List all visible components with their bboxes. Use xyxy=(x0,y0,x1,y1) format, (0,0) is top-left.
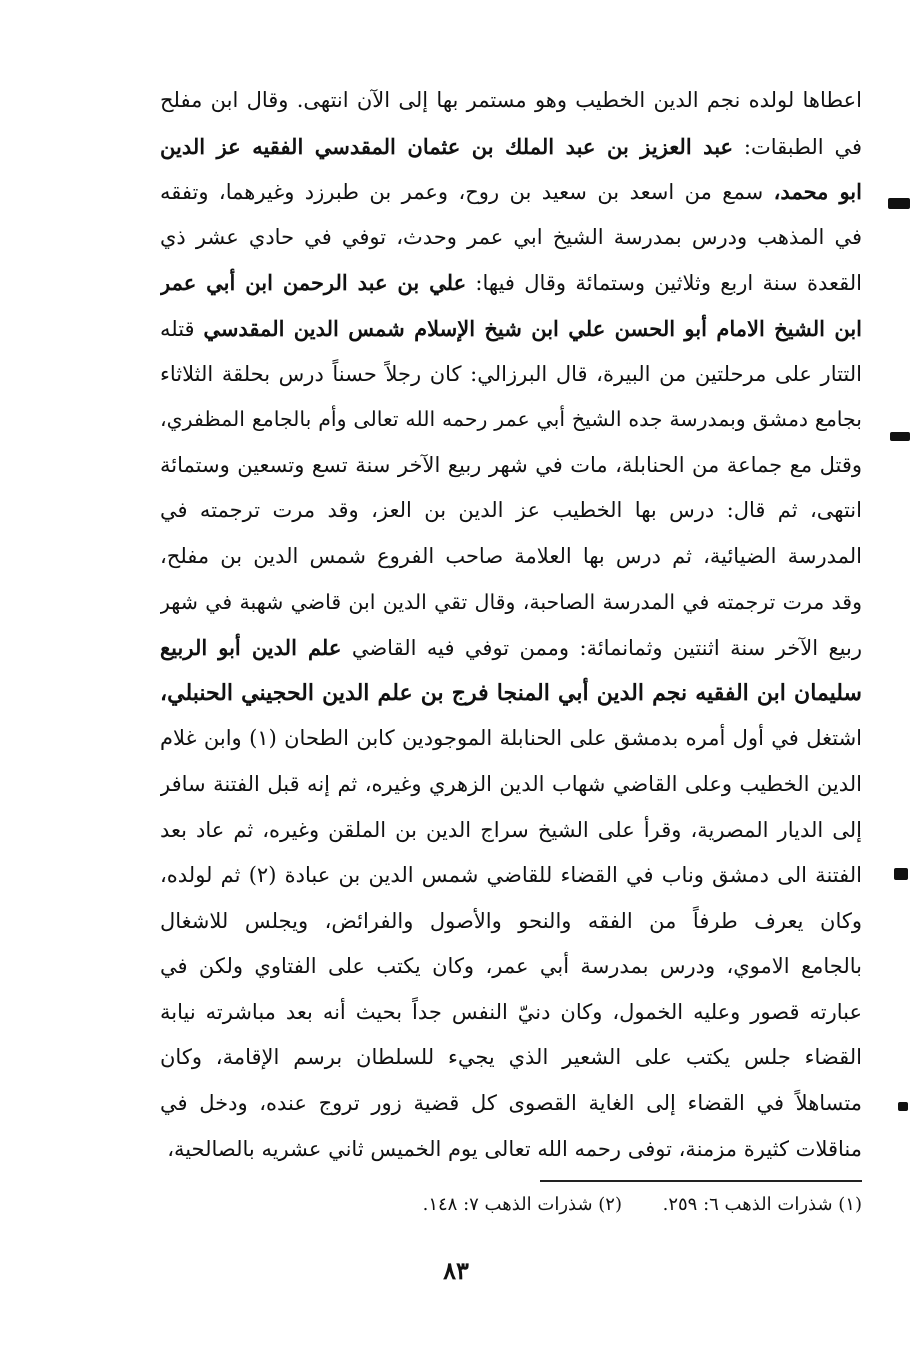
text-line-mixed: القعدة سنة اربع وثلاثين وستمائة وقال فيها: علي بن عبد الرحمن ابن أبي عمر xyxy=(160,270,862,296)
text-line: الفتنة الى دمشق وناب في القضاء للقاضي شمس الدين بن عبادة (٢) ثم لولده، xyxy=(160,863,862,888)
text-line: عبارته قصور وعليه الخمول، وكان دنيّ النفس جداً بحيث أنه بعد مباشرته نيابة xyxy=(160,999,862,1024)
text-line: المدرسة الضيائية، ثم درس بها العلامة صاحب الفروع شمس الدين بن مفلح، xyxy=(160,543,862,568)
text-line: وقد مرت ترجمته في المدرسة الصاحبة، وقال تقي الدين ابن قاضي شهبة في شهر xyxy=(160,589,862,614)
scan-edge-mark xyxy=(894,868,908,880)
text-line: متساهلاً في القضاء إلى الغاية القصوى كل قضية زور تروج عنده، ودخل في xyxy=(160,1091,862,1116)
page-number: ٨٣ xyxy=(443,1256,469,1285)
text-line: اعطاها لولده نجم الدين الخطيب وهو مستمر بها إلى الآن انتهى. وقال ابن مفلح xyxy=(160,88,862,112)
bold-name: عبد العزيز بن عبد الملك بن عثمان المقدسي الفقيه عز الدين xyxy=(160,133,734,159)
text-line-mixed: ابو محمد، سمع من اسعد بن سعيد بن روح، وعمر بن طبرزد وغيرهما، وتفقه xyxy=(160,179,862,205)
text-line: إلى الديار المصرية، وقرأ على الشيخ سراج الدين بن الملقن وغيره، ثم عاد بعد xyxy=(160,817,862,842)
scan-edge-mark xyxy=(890,432,910,441)
main-text xyxy=(160,78,862,1172)
text-line-mixed: ربيع الآخر سنة اثنتين وثمانمائة: وممن توفي فيه القاضي علم الدين أبو الربيع xyxy=(160,635,862,661)
text-line: بجامع دمشق وبمدرسة جده الشيخ أبي عمر رحمه الله تعالى وأم بالجامع المظفري، xyxy=(160,407,862,432)
bold-name: علي بن عبد الرحمن ابن أبي عمر xyxy=(160,270,467,296)
footnote-separator xyxy=(540,1180,862,1182)
text-line: التتار على مرحلتين من البيرة، قال البرزالي: كان رجلاً حسناً درس بحلقة الثلاثاء xyxy=(160,361,862,386)
text-line: القضاء جلس يكتب على الشعير الذي يجيء للسلطان برسم الإقامة، وكان xyxy=(160,1045,862,1070)
scan-edge-mark xyxy=(898,1102,908,1111)
footnote-1: (١) شذرات الذهب ٦: ٢٥٩. xyxy=(662,1194,862,1215)
footnote-2: (٢) شذرات الذهب ٧: ١٤٨. xyxy=(422,1194,622,1215)
text-line: بالجامع الاموي، ودرس بمدرسة أبي عمر، وكان يكتب على الفتاوي ولكن في xyxy=(160,954,862,979)
text-line: الدين الخطيب وعلى القاضي شهاب الدين الزهري وغيره، ثم إنه قبل الفتنة سافر xyxy=(160,771,862,796)
scan-edge-mark xyxy=(888,198,910,209)
bold-name: ابو محمد، xyxy=(773,179,862,205)
text-line: وقتل مع جماعة من الحنابلة، مات في شهر ربيع الآخر سنة تسع وتسعين وستمائة xyxy=(160,452,862,477)
bold-name: ابن الشيخ الامام أبو الحسن علي ابن شيخ الإسلام شمس الدين المقدسي xyxy=(203,315,862,341)
text-line: وكان يعرف طرفاً من الفقه والنحو والأصول والفرائض، ويجلس للاشغال xyxy=(160,908,862,933)
text-line-bold: سليمان ابن الفقيه نجم الدين أبي المنجا فرج بن علم الدين الحجيني الحنبلي، xyxy=(160,679,862,706)
text-line: انتهى، ثم قال: درس بها الخطيب عز الدين بن العز، وقد مرت ترجمته في xyxy=(160,498,862,523)
text-line-mixed: ابن الشيخ الامام أبو الحسن علي ابن شيخ الإسلام شمس الدين المقدسي قتله xyxy=(160,315,862,341)
text-line-mixed: في الطبقات: عبد العزيز بن عبد الملك بن عثمان المقدسي الفقيه عز الدين xyxy=(160,133,862,159)
text-line: في المذهب ودرس بمدرسة الشيخ ابي عمر وحدث، توفي في حادي عشر ذي xyxy=(160,224,862,249)
bold-name: علم الدين أبو الربيع xyxy=(160,635,342,661)
text-line: مناقلات كثيرة مزمنة، توفى رحمه الله تعالى يوم الخميس ثاني عشريه بالصالحية، xyxy=(167,1136,862,1161)
text-line: اشتغل في أول أمره بدمشق على الحنابلة الموجودين كابن الطحان (١) وابن غلام xyxy=(160,726,862,751)
